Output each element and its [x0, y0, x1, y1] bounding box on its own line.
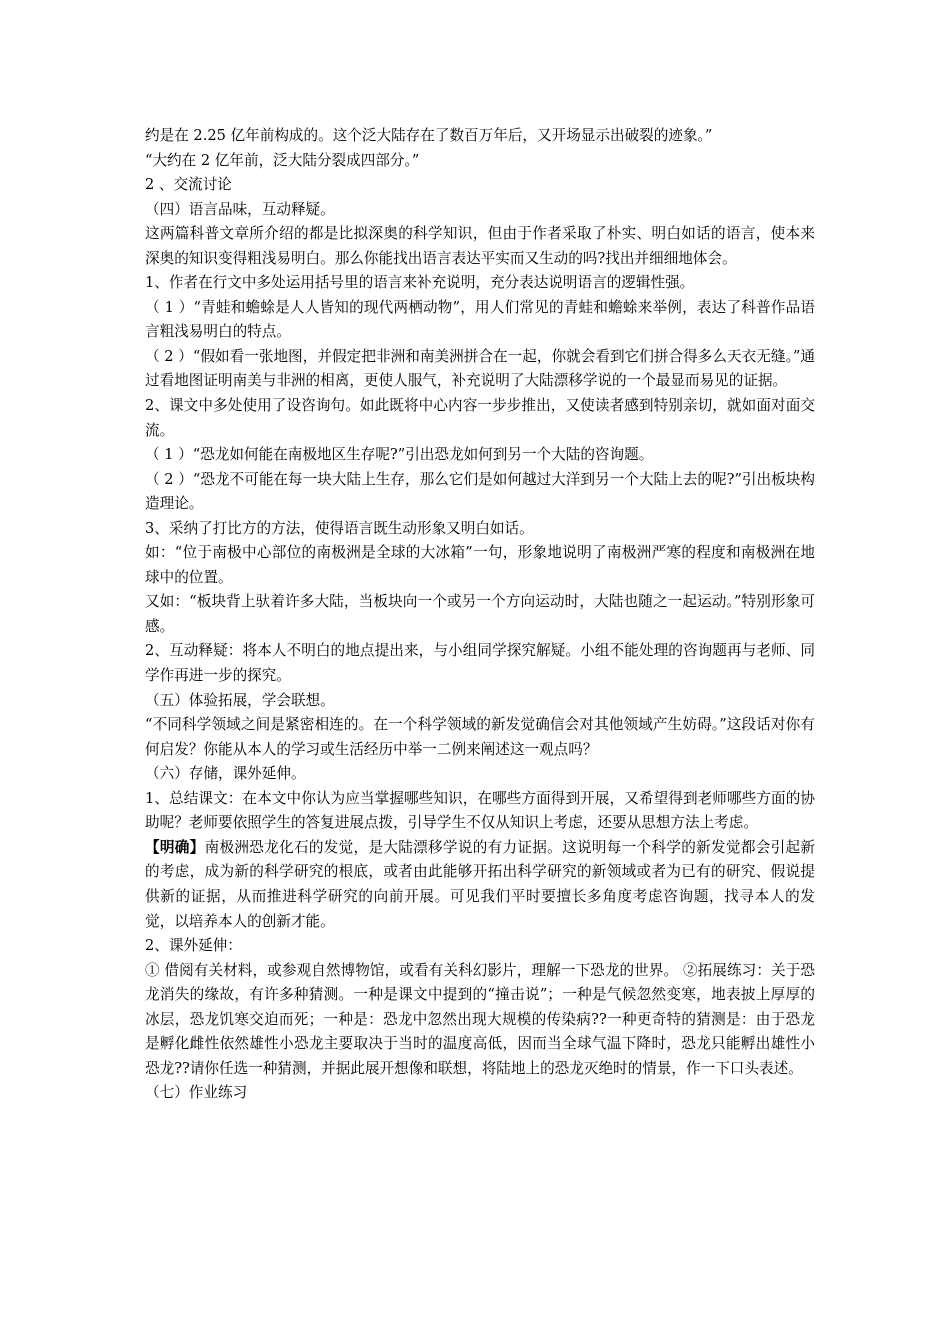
section-heading-6: （六）存储，课外延伸。 [145, 765, 306, 783]
point-1-example-1: （ 1 ）“青蛙和蟾蜍是人人皆知的现代两栖动物”，用人们常见的青蛙和蟾蜍来举例，表达了科普作品语言粗浅易明白的特点。 [145, 298, 815, 341]
point-1-example-2: （ 2 ）“假如看一张地图，并假定把非洲和南美洲拼合在一起，你就会看到它们拼合得多么天衣无缝。”通过看地图证明南美与非洲的相离，更使人服气，补充说明了大陆漂移学说的一个最显而易见的证据。 [145, 347, 815, 390]
paragraph-intro: 这两篇科普文章所介绍的都是比拟深奥的科学知识，但由于作者采取了朴实、明白如话的语言，使本来深奥的知识变得粗浅易明白。那么你能找出语言表达平实而又生动的吗?找出并细细地体会。 [145, 225, 815, 267]
section-heading-5: （五）体验拓展，学会联想。 [145, 691, 335, 709]
clarification-paragraph [145, 836, 815, 934]
paragraph-2: “大约在 2 亿年前，泛大陆分裂成四部分。” [145, 151, 420, 169]
point-2-example-1: （ 1 ）“恐龙如何能在南极地区生存呢?”引出恐龙如何到另一个大陆的咨询题。 [145, 446, 654, 464]
point-2-example-2: （ 2 ）“恐龙不可能在每一块大陆上生存，那么它们是如何越过大洋到另一个大陆上去的呢?”引出板块构造理论。 [145, 470, 816, 513]
paragraph-1: 约是在 2.25 亿年前构成的。这个泛大陆存在了数百万年后，又开场显示出破裂的迹象。” [145, 127, 713, 144]
clarification-label: 【明确】 [145, 838, 205, 856]
point-3-example-2: 又如：“板块背上驮着许多大陆，当板块向一个或另一个方向运动时，大陆也随之一起运动。”特别形象可感。 [145, 593, 815, 635]
extension-paragraph: ① 借阅有关材料，或参观自然博物馆，或看有关科幻影片，理解一下恐龙的世界。 ②拓展练习：关于恐龙消失的缘故，有许多种猜测。一种是课文中提到的“撞击说”；一种是气候忽然变寒，地表披上厚厚的冰层，恐龙饥寒交迫而死；一种是：恐龙中忽然出现大规模的传染病??一种更奇特的猜测是：由于恐龙是孵化雌性依然雄性小恐龙主要取决于当时的温度高低，因而当全球气温下降时，恐龙只能孵出雄性小恐龙??请你任选一种猜测，并据此展开想像和联想，将陆地上的恐龙灭绝时的情景，作一下口头表述。 [145, 961, 815, 1077]
extension-heading: 2、课外延伸： [145, 937, 242, 955]
document-page [145, 124, 815, 1106]
section-heading-7: （七）作业练习 [145, 1084, 248, 1102]
paragraph-quote: “不同科学领域之间是紧密相连的。在一个科学领域的新发觉确信会对其他领域产生妨碍。”这段话对你有何启发？你能从本人的学习或生活经历中举一二例来阐述这一观点吗？ [145, 716, 815, 758]
summary-paragraph: 1、总结课文：在本文中你认为应当掌握哪些知识，在哪些方面得到开展，又希望得到老师哪些方面的协助呢？老师要依照学生的答复进展点拨，引导学生不仅从知识上考虑，还要从思想方法上考虑。 [145, 789, 815, 832]
point-1: 1、作者在行文中多处运用括号里的语言来补充说明，充分表达说明语言的逻辑性强。 [145, 274, 695, 292]
interactive-qa: 2、互动释疑：将本人不明白的地点提出来，与小组同学探究解疑。小组不能处理的咨询题再与老师、同学作再进一步的探究。 [145, 642, 815, 685]
clarification-text: 南极洲恐龙化石的发觉，是大陆漂移学说的有力证据。这说明每一个科学的新发觉都会引起新的考虑，成为新的科学研究的根底，或者由此能够开拓出科学研究的新领域或者为已有的研究、假说提供新的证据，从而推进科学研究的向前开展。可见我们平时要擅长多角度考虑咨询题，找寻本人的发觉，以培养本人的创新才能。 [145, 838, 815, 930]
point-3: 3、采纳了打比方的方法，使得语言既生动形象又明白如话。 [145, 519, 534, 537]
section-heading-discussion: 2 、交流讨论 [145, 176, 232, 194]
point-2: 2、课文中多处使用了设咨询句。如此既将中心内容一步步推出，又使读者感到特别亲切，就如面对面交流。 [145, 397, 815, 439]
section-heading-4: （四）语言品味，互动释疑。 [145, 200, 335, 218]
point-3-example-1: 如：“位于南极中心部位的南极洲是全球的大冰箱”一句，形象地说明了南极洲严寒的程度和南极洲在地球中的位置。 [145, 544, 815, 586]
